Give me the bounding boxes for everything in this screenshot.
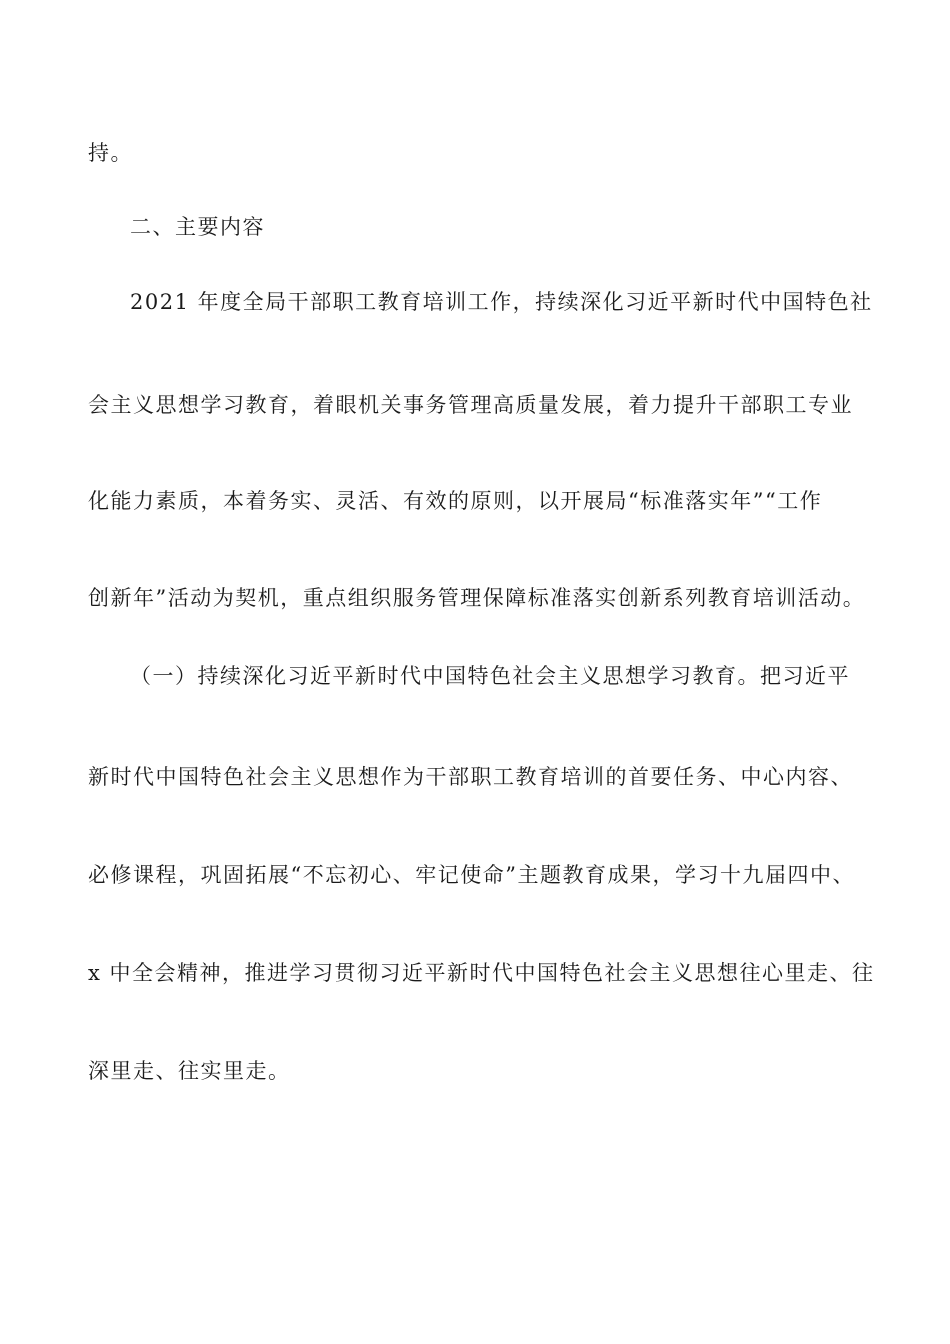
paragraph-line: x 中全会精神，推进学习贯彻习近平新时代中国特色社会主义思想往心里走、往 <box>88 961 875 985</box>
paragraph-line: 2021 年度全局干部职工教育培训工作，持续深化习近平新时代中国特色社 <box>130 290 873 314</box>
paragraph-line: 深里走、往实里走。 <box>88 1059 291 1083</box>
paragraph-line: 持。 <box>88 141 133 165</box>
section-heading: 二、主要内容 <box>130 215 265 239</box>
paragraph-line: 化能力素质，本着务实、灵活、有效的原则，以开展局“标准落实年”“工作 <box>88 489 823 513</box>
paragraph-line: 必修课程，巩固拓展“不忘初心、牢记使命”主题教育成果，学习十九届四中、 <box>88 863 855 887</box>
paragraph-line: 会主义思想学习教育，着眼机关事务管理高质量发展，着力提升干部职工专业 <box>88 393 853 417</box>
subsection-line: （一）持续深化习近平新时代中国特色社会主义思想学习教育。把习近平 <box>130 664 850 688</box>
paragraph-line: 创新年”活动为契机，重点组织服务管理保障标准落实创新系列教育培训活动。 <box>88 586 866 610</box>
paragraph-line: 新时代中国特色社会主义思想作为干部职工教育培训的首要任务、中心内容、 <box>88 765 853 789</box>
